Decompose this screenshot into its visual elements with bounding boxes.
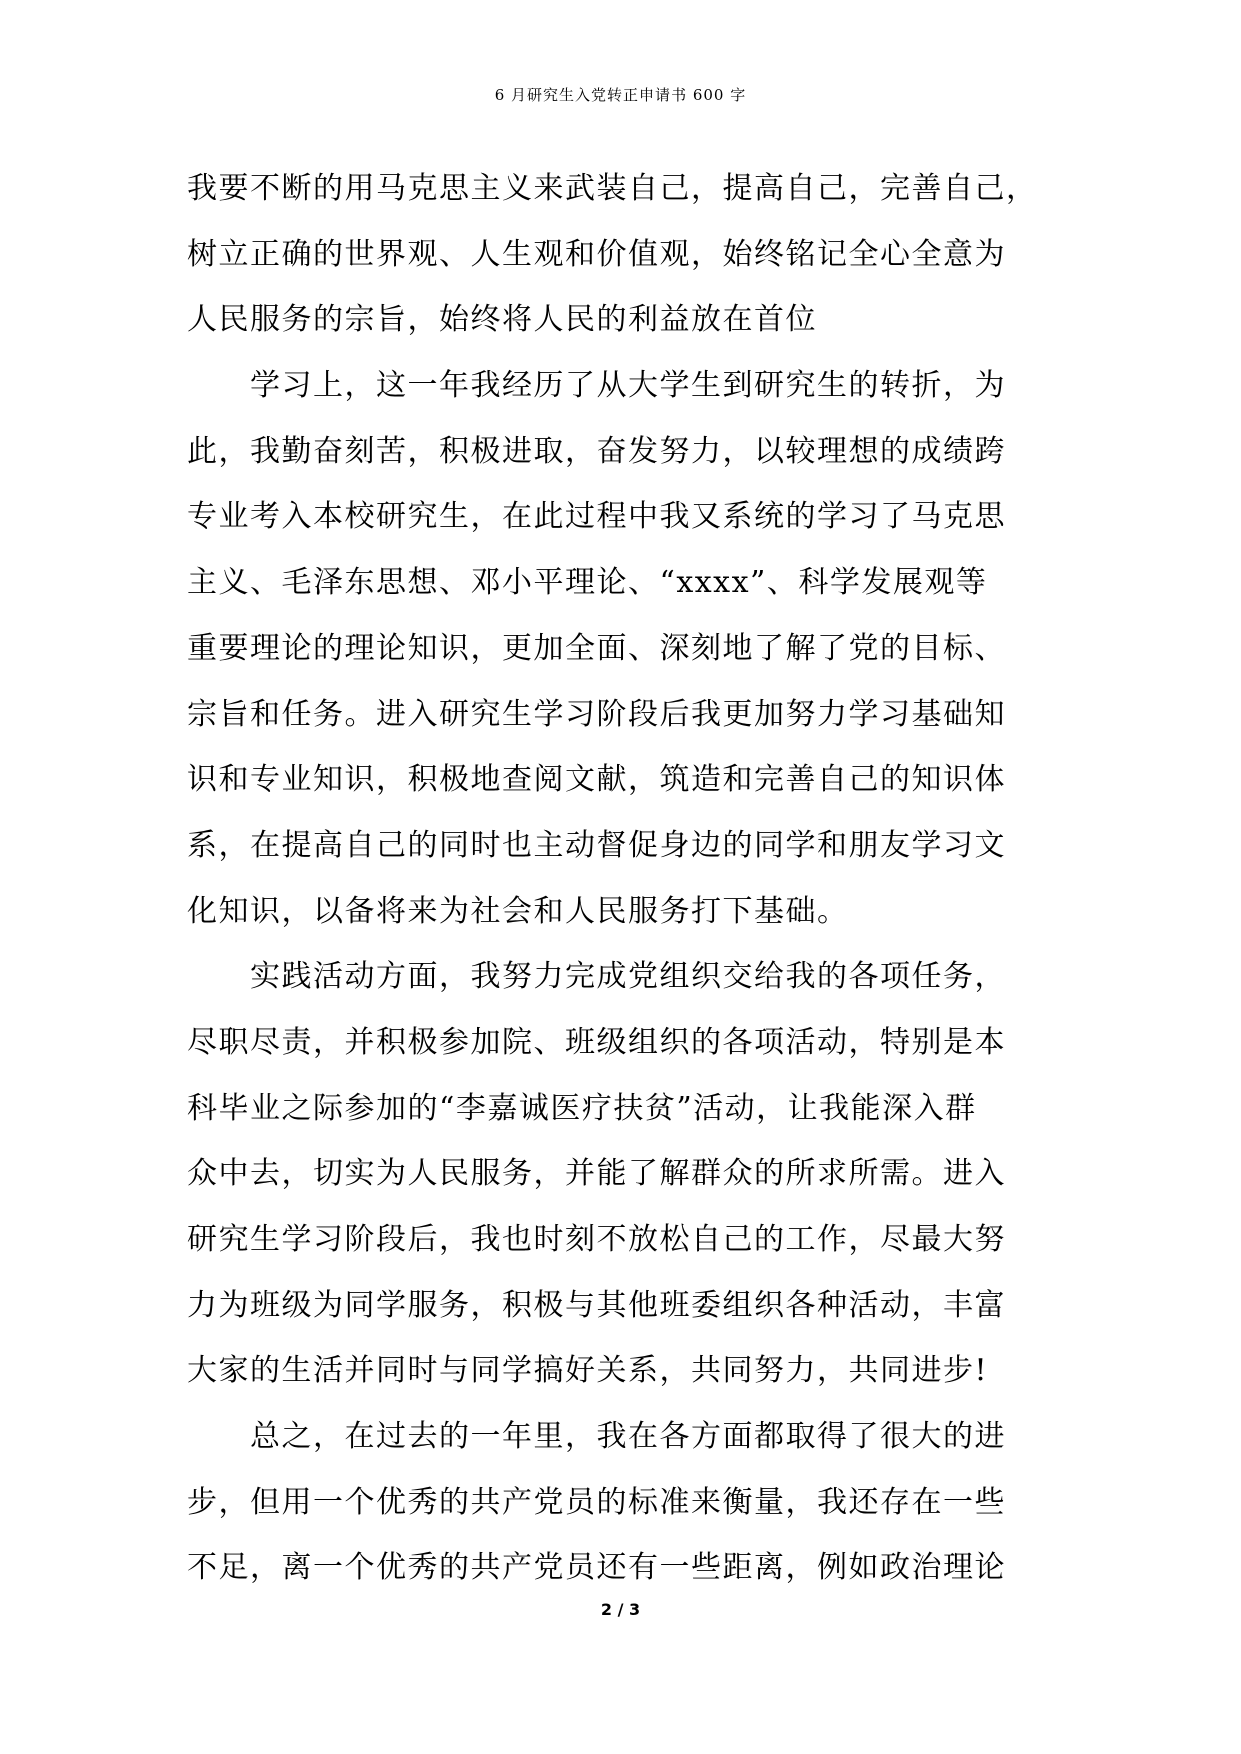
- page-number: 2 / 3: [600, 1600, 641, 1619]
- body-text: [187, 156, 1057, 1601]
- text-line: 研究生学习阶段后，我也时刻不放松自己的工作，尽最大努: [187, 1222, 1006, 1257]
- text-line: 主义、毛泽东思想、邓小平理论、“xxxx”、科学发展观等: [187, 565, 988, 601]
- text-line: 实践活动方面，我努力完成党组织交给我的各项任务，: [187, 959, 1006, 995]
- text-line: 识和专业知识，积极地查阅文献，筑造和完善自己的知识体: [187, 762, 1006, 798]
- text-line: 科毕业之际参加的“李嘉诚医疗扶贫”活动，让我能深入群: [187, 1090, 977, 1126]
- text-line: 树立正确的世界观、人生观和价值观，始终铭记全心全意为: [187, 236, 1006, 272]
- text-line: 大家的生活并同时与同学搞好关系，共同努力，共同进步!: [187, 1353, 989, 1389]
- text-line: 力为班级为同学服务，积极与其他班委组织各种活动，丰富: [187, 1287, 1006, 1323]
- text-line: 人民服务的宗旨，始终将人民的利益放在首位: [187, 302, 817, 338]
- text-line: 不足，离一个优秀的共产党员还有一些距离，例如政治理论: [187, 1550, 1006, 1586]
- text-line: 系，在提高自己的同时也主动督促身边的同学和朋友学习文: [187, 827, 1006, 863]
- text-line: 总之，在过去的一年里，我在各方面都取得了很大的进: [187, 1419, 1006, 1455]
- text-line: 此，我勤奋刻苦，积极进取，奋发努力，以较理想的成绩跨: [187, 433, 1006, 469]
- text-line: 步，但用一个优秀的共产党员的标准来衡量，我还存在一些: [187, 1484, 1006, 1520]
- page-header: 6 月研究生入党转正申请书 600 字: [494, 86, 747, 104]
- text-line: 学习上，这一年我经历了从大学生到研究生的转折，为: [187, 368, 1006, 404]
- text-line: 我要不断的用马克思主义来武装自己，提高自己，完善自己，: [187, 171, 1038, 206]
- text-line: 宗旨和任务。进入研究生学习阶段后我更加努力学习基础知: [187, 696, 1006, 732]
- text-line: 化知识，以备将来为社会和人民服务打下基础。: [187, 893, 849, 929]
- text-line: 重要理论的理论知识，更加全面、深刻地了解了党的目标、: [187, 630, 1006, 666]
- text-line: 尽职尽责，并积极参加院、班级组织的各项活动，特别是本: [187, 1024, 1006, 1060]
- text-line: 专业考入本校研究生，在此过程中我又系统的学习了马克思: [187, 499, 1006, 535]
- text-line: 众中去，切实为人民服务，并能了解群众的所求所需。进入: [187, 1156, 1006, 1192]
